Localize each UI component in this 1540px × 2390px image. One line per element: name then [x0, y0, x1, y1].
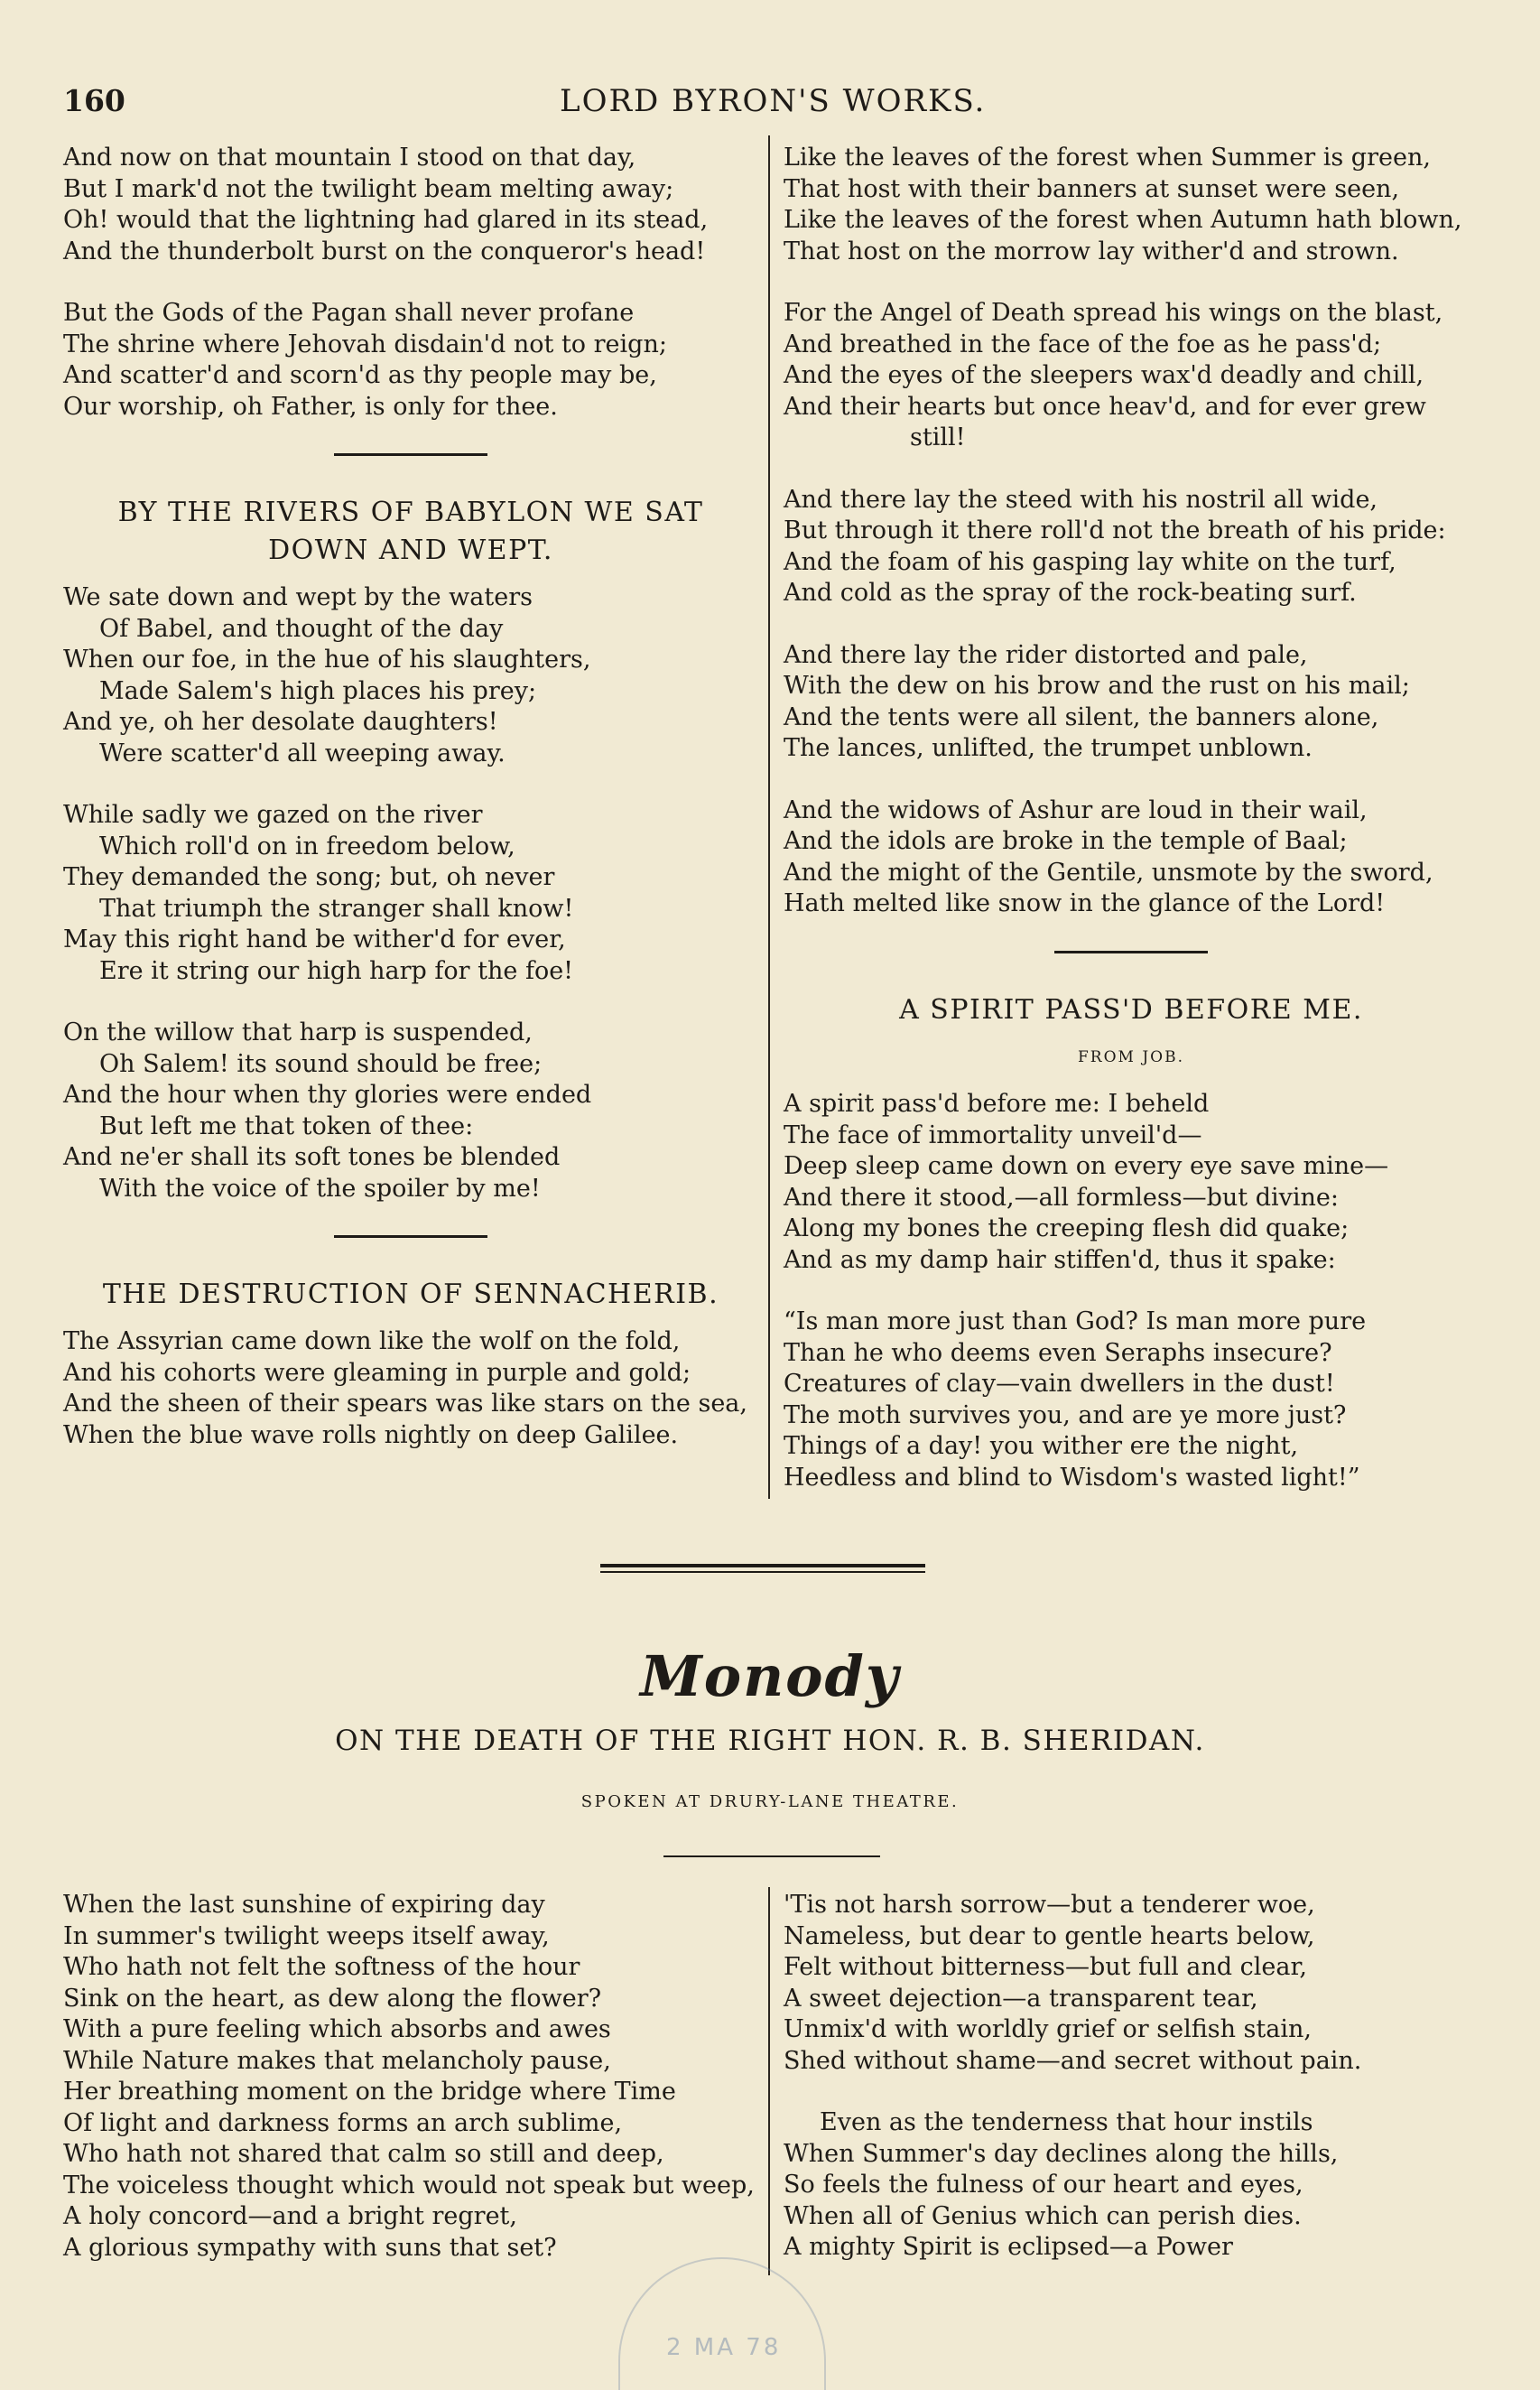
verse-line: So feels the fulness of our heart and eyes, [784, 2171, 1303, 2199]
section-divider [63, 1235, 758, 1238]
verse-line: Were scatter'd all weeping away. [99, 739, 506, 767]
stanza [63, 298, 758, 423]
right-column-top [784, 143, 1479, 1524]
verse-line: But the Gods of the Pagan shall never profane [63, 299, 635, 327]
verse-line: But through it there roll'd not the breath of his pride: [784, 516, 1446, 544]
verse-line: Oh Salem! its sound should be free; [99, 1049, 543, 1078]
stanza [784, 1890, 1479, 2077]
verse-line: That triumph the stranger shall know! [99, 894, 574, 923]
column-divider [768, 135, 770, 1499]
verse-line: The shrine where Jehovah disdain'd not to reign; [63, 330, 667, 358]
verse-line: And there lay the rider distorted and pale, [784, 640, 1308, 669]
section-divider [63, 453, 758, 456]
verse-line: Her breathing moment on the bridge where Time [63, 2078, 676, 2106]
right-column-bottom [784, 1890, 1479, 2294]
verse-line: And the idols are broke in the temple of Baal; [784, 827, 1348, 855]
verse-line: The face of immortality unveil'd— [784, 1121, 1202, 1149]
verse-line: With the voice of the spoiler by me! [99, 1174, 541, 1203]
stanza [63, 143, 758, 267]
verse-line: In summer's twilight weeps itself away, [63, 1921, 550, 1950]
verse-line: And the might of the Gentile, unsmote by the sword, [784, 858, 1433, 887]
verse-line: Unmix'd with worldly grief or selfish stain, [784, 2015, 1312, 2043]
verse-line: Felt without bitterness—but full and clear, [784, 1953, 1307, 1981]
verse-line: Along my bones the creeping flesh did quake; [784, 1214, 1350, 1242]
verse-line: And ye, oh her desolate daughters! [63, 708, 498, 736]
verse-line: Things of a day! you wither ere the night, [784, 1432, 1299, 1460]
verse-line: And the sheen of their spears was like stars on the sea, [63, 1390, 747, 1418]
verse-line: And the tents were all silent, the banners alone, [784, 702, 1379, 731]
monody-title: Monody [640, 1643, 900, 1709]
verse-line: But I mark'd not the twilight beam melting away; [63, 174, 674, 203]
page-number: 160 [63, 83, 125, 118]
verse-line: still! [910, 423, 966, 451]
left-column-bottom [63, 1890, 758, 2264]
verse-line: And there it stood,—all formless—but divine: [784, 1183, 1340, 1212]
verse-line: That host with their banners at sunset were seen, [784, 174, 1400, 203]
verse-line: Deep sleep came down on every eye save mine— [784, 1152, 1389, 1180]
column-divider [768, 1887, 770, 2275]
verse-line: A glorious sympathy with suns that set? [63, 2233, 557, 2262]
verse-line: When Summer's day declines along the hills, [784, 2139, 1339, 2168]
stanza [63, 582, 758, 769]
verse-line: And there lay the steed with his nostril all wide, [784, 485, 1378, 514]
verse-line: The Assyrian came down like the wolf on the fold, [63, 1327, 681, 1355]
verse-line: When the blue wave rolls nightly on deep Galilee. [63, 1420, 679, 1449]
library-stamp-text: 2 MA 78 [666, 2334, 782, 2361]
verse-line: Our worship, oh Father, is only for thee. [63, 392, 558, 421]
stanza [784, 1307, 1479, 1493]
verse-line: With the dew on his brow and the rust on his mail; [784, 672, 1410, 700]
verse-line: A sweet dejection—a transparent tear, [784, 1984, 1258, 2013]
running-head: LORD BYRON'S WORKS. [560, 83, 987, 119]
verse-line: And ne'er shall its soft tones be blended [63, 1143, 561, 1171]
verse-line: And the hour when thy glories were ended [63, 1081, 592, 1109]
verse-line: But left me that token of thee: [99, 1111, 474, 1140]
verse-line: Creatures of clay—vain dwellers in the dust! [784, 1370, 1335, 1398]
verse-line: Like the leaves of the forest when Autumn hath blown, [784, 206, 1462, 234]
verse-line: With a pure feeling which absorbs and awes [63, 2015, 611, 2043]
stanza [63, 800, 758, 987]
section-divider [663, 1855, 880, 1857]
double-rule [600, 1564, 925, 1573]
verse-line: Who hath not felt the softness of the hour [63, 1953, 580, 1981]
poem-subtitle: FROM JOB. [1078, 1047, 1184, 1066]
stanza [784, 795, 1479, 920]
poem-title: BY THE RIVERS OF BABYLON WE SAT DOWN AND WEPT. [117, 497, 704, 566]
verse-line: And scatter'd and scorn'd as thy people may be, [63, 361, 657, 389]
verse-line: That host on the morrow lay wither'd and strown. [784, 237, 1399, 265]
verse-line: And their hearts but once heav'd, and for ever grew [784, 392, 1426, 421]
verse-line: The voiceless thought which would not speak but weep, [63, 2171, 755, 2199]
verse-line: While sadly we gazed on the river [63, 801, 483, 829]
verse-line: Like the leaves of the forest when Summer is green, [784, 144, 1431, 172]
verse-line: Oh! would that the lightning had glared in its stead, [63, 206, 709, 234]
verse-line: Made Salem's high places his prey; [99, 676, 537, 705]
verse-line: The lances, unlifted, the trumpet unblown. [784, 734, 1313, 762]
poem-title: A SPIRIT PASS'D BEFORE ME. [899, 993, 1363, 1026]
verse-line: The moth survives you, and are ye more just? [784, 1400, 1347, 1429]
verse-line: “Is man more just than God? Is man more pure [784, 1307, 1367, 1335]
stanza [784, 640, 1479, 765]
verse-line: When all of Genius which can perish dies. [784, 2201, 1302, 2230]
verse-line: And now on that mountain I stood on that day, [63, 144, 636, 172]
verse-line: A mighty Spirit is eclipsed—a Power [784, 2233, 1233, 2261]
verse-line: And his cohorts were gleaming in purple and gold; [63, 1358, 691, 1387]
verse-line: When our foe, in the hue of his slaughters, [63, 646, 591, 674]
verse-line: Heedless and blind to Wisdom's wasted light!” [784, 1463, 1360, 1492]
verse-line: For the Angel of Death spread his wings on the blast, [784, 299, 1443, 327]
verse-line: Than he who deems even Seraphs insecure? [784, 1338, 1332, 1367]
monody-venue: SPOKEN AT DRURY-LANE THEATRE. [580, 1792, 960, 1811]
section-divider [784, 951, 1479, 953]
stanza [784, 1089, 1479, 1276]
left-column-top [63, 143, 758, 1482]
verse-line: On the willow that harp is suspended, [63, 1018, 533, 1046]
verse-line: 'Tis not harsh sorrow—but a tenderer woe, [784, 1891, 1315, 1919]
stanza [63, 1326, 758, 1451]
poem-title: THE DESTRUCTION OF SENNACHERIB. [102, 1279, 719, 1310]
verse-line: Shed without shame—and secret without pain. [784, 2046, 1362, 2075]
stanza [784, 2107, 1479, 2264]
verse-line: They demanded the song; but, oh never [63, 863, 555, 891]
verse-line: Of Babel, and thought of the day [99, 614, 504, 643]
verse-line: May this right hand be wither'd for ever, [63, 925, 566, 953]
stanza [784, 143, 1479, 267]
verse-line: And cold as the spray of the rock-beating surf. [784, 579, 1357, 607]
verse-line: And the thunderbolt burst on the conqueror's head! [63, 237, 706, 265]
verse-line: And breathed in the face of the foe as he pass'd; [784, 330, 1382, 358]
verse-line: And the foam of his gasping lay white on the turf, [784, 547, 1396, 576]
verse-line: While Nature makes that melancholy pause, [63, 2046, 611, 2075]
verse-line: Nameless, but dear to gentle hearts below, [784, 1921, 1315, 1950]
verse-line: Who hath not shared that calm so still and deep, [63, 2140, 664, 2168]
verse-line: Of light and darkness forms an arch sublime, [63, 2108, 623, 2137]
stanza [63, 1018, 758, 1204]
stanza [784, 298, 1479, 454]
verse-line: A spirit pass'd before me: I beheld [784, 1090, 1210, 1118]
verse-line: And the widows of Ashur are loud in their wail, [784, 795, 1368, 824]
monody-subtitle: ON THE DEATH OF THE RIGHT HON. R. B. SHERIDAN. [335, 1725, 1205, 1757]
verse-line: Ere it string our high harp for the foe! [99, 956, 574, 985]
verse-line: Which roll'd on in freedom below, [99, 832, 515, 860]
verse-line: We sate down and wept by the waters [63, 583, 533, 611]
verse-line: And the eyes of the sleepers wax'd deadly and chill, [784, 361, 1424, 389]
verse-line: Even as the tenderness that hour instils [820, 2108, 1313, 2136]
stanza [784, 485, 1479, 609]
verse-line: When the last sunshine of expiring day [63, 1891, 545, 1919]
verse-line: Hath melted like snow in the glance of the Lord! [784, 889, 1386, 917]
verse-line: And as my damp hair stiffen'd, thus it spake: [784, 1245, 1336, 1274]
verse-line: Sink on the heart, as dew along the flower? [63, 1984, 602, 2013]
verse-line: A holy concord—and a bright regret, [63, 2202, 517, 2230]
